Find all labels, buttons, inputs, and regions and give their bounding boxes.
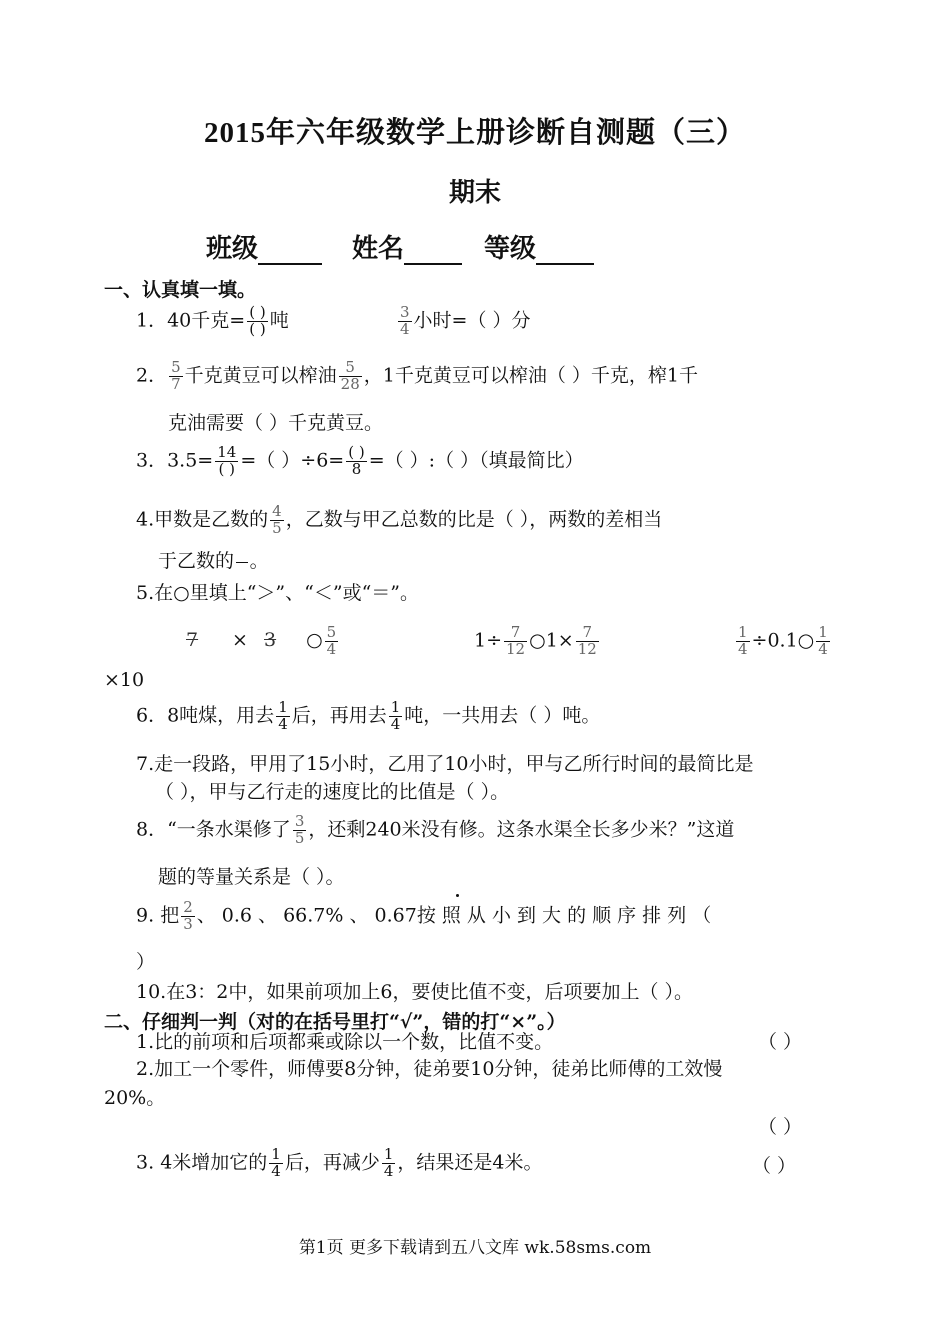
s1-question-4: 4.甲数是乙数的 $\frac{4}{5}$ ，乙数与甲乙总数的比是（ ），两数的差相当 (136, 502, 663, 537)
s1-question-3: 3．3.5= $\frac{14}{( )}$ =（ ）÷6= $\frac{( )}{8}$ =（ ）:（ ）（填最简比） (136, 443, 584, 478)
s1-question-4-cont: 于乙数的 。 (158, 550, 269, 572)
s1-question-5-expr1: 7 × 3 ○ $\frac{5}{4}$ (186, 623, 337, 658)
fraction: $\frac{( )}{8}$ (348, 443, 365, 478)
s2-question-2-cont: 20%。 (104, 1087, 166, 1109)
class-label: 班级 (206, 234, 259, 264)
fraction: $\frac{1}{4}$ (390, 698, 401, 733)
grade-label: 等级 (484, 234, 537, 264)
page-footer: 第1页 更多下载请到五八文库 wk.58sms.com (298, 1238, 652, 1258)
fraction: $\frac{7}{12}$ (506, 623, 526, 658)
fraction: $\frac{1}{4}$ (278, 698, 288, 733)
repeating-decimal-dot (456, 894, 459, 897)
class-blank (258, 235, 322, 265)
grade-field (484, 228, 594, 265)
section2-heading: 二、仔细判一判（对的在括号里打“√”，错的打“×”。） (104, 1011, 566, 1033)
question-text: 40千克= (167, 309, 246, 332)
s1-question-8-cont: 题的等量关系是（ ）。 (158, 866, 345, 888)
fraction: $\frac{5}{28}$ (340, 358, 360, 393)
question-text: 吨 (269, 309, 289, 332)
fraction: $\frac{14}{( )}$ (217, 443, 237, 478)
page-subtitle: 期末 (448, 178, 501, 208)
fraction: $\frac{2}{3}$ (183, 898, 193, 933)
s1-question-6: 6．8吨煤，用去 $\frac{1}{4}$ 后，再用去 $\frac{1}{4}$ 吨，一共用去（ ）吨。 (136, 698, 601, 733)
section1-heading: 一、认真填一填。 (104, 279, 257, 301)
name-label: 姓名 (352, 234, 405, 264)
fraction: $\frac{3}{5}$ (294, 812, 305, 847)
s1-question-1 (136, 305, 289, 338)
s1-question-5-expr3: $\frac{1}{4}$ ÷0.1○ $\frac{1}{4}$ (738, 623, 828, 658)
fraction: $\frac{1}{4}$ (383, 1145, 394, 1180)
s1-question-10: 10.在3：2中，如果前项加上6，要使比值不变，后项要加上（ ）。 (136, 981, 694, 1003)
s1-question-5-expr2: 1÷ $\frac{7}{12}$ ○1× $\frac{7}{12}$ (474, 623, 597, 658)
s1-question-9-cont: ） (136, 951, 156, 973)
s1-question-2-cont: 克油需要（ ）千克黄豆。 (168, 412, 384, 434)
s1-question-5-tail: ×10 (104, 669, 145, 691)
name-field (352, 228, 462, 265)
name-blank (404, 235, 462, 265)
s2-answer-3: （ ） (752, 1155, 797, 1177)
blank-fraction (236, 553, 248, 571)
class-field (206, 228, 322, 265)
question-number: 1． (136, 309, 168, 332)
s2-question-2: 2.加工一个零件，师傅要8分钟，徒弟要10分钟，徒弟比师傅的工效慢 (136, 1058, 723, 1080)
s2-question-3: 3. 4米增加它的 $\frac{1}{4}$ 后，再减少 $\frac{1}{4}$ ，结果还是4米。 (136, 1145, 543, 1180)
fraction: $\frac{4}{5}$ (272, 502, 282, 537)
fraction: $\frac{1}{4}$ (738, 623, 748, 658)
s2-question-1: 1.比的前项和后项都乘或除以一个数，比值不变。 (136, 1031, 554, 1053)
fraction: $\frac{5}{7}$ (171, 358, 181, 393)
s1-question-9: 9. 把 $\frac{2}{3}$ 、 0.6 、 66.7% 、 0.67按 照 从 小 到 大 的 顺 序 排 列 （ (136, 898, 712, 933)
grade-blank (536, 235, 594, 265)
fraction: $\frac{( )}{( )}$ (249, 303, 266, 338)
question-text: 小时=（ ）分 (413, 309, 531, 332)
s1-question-8: 8．“一条水渠修了 $\frac{3}{5}$ ，还剩240米没有修。这条水渠全长多少米？”这道 (136, 812, 735, 847)
fraction: $\frac{7}{12}$ (577, 623, 597, 658)
fraction: $\frac{1}{4}$ (818, 623, 828, 658)
s1-question-5: 5.在○里填上“＞”、“＜”或“＝”。 (136, 582, 420, 604)
s2-answer-1: （ ） (758, 1031, 803, 1053)
fraction: $\frac{5}{4}$ (326, 623, 337, 658)
s1-question-7-cont: （ ），甲与乙行走的速度比的比值是（ ）。 (155, 781, 510, 803)
fraction: $\frac{1}{4}$ (271, 1145, 281, 1180)
s2-answer-2: （ ） (758, 1116, 803, 1138)
s1-question-1b (396, 305, 531, 338)
fraction: $\frac{3}{4}$ (400, 303, 410, 338)
s1-question-7: 7.走一段路，甲用了15小时，乙用了10小时，甲与乙所行时间的最简比是 (136, 753, 754, 775)
s1-question-2: 2． $\frac{5}{7}$ 千克黄豆可以榨油 $\frac{5}{28}$ ，1千克黄豆可以榨油（ ）千克，榨1千 (136, 358, 698, 393)
page-title: 2015年六年级数学上册诊断自测题（三） (203, 117, 746, 149)
